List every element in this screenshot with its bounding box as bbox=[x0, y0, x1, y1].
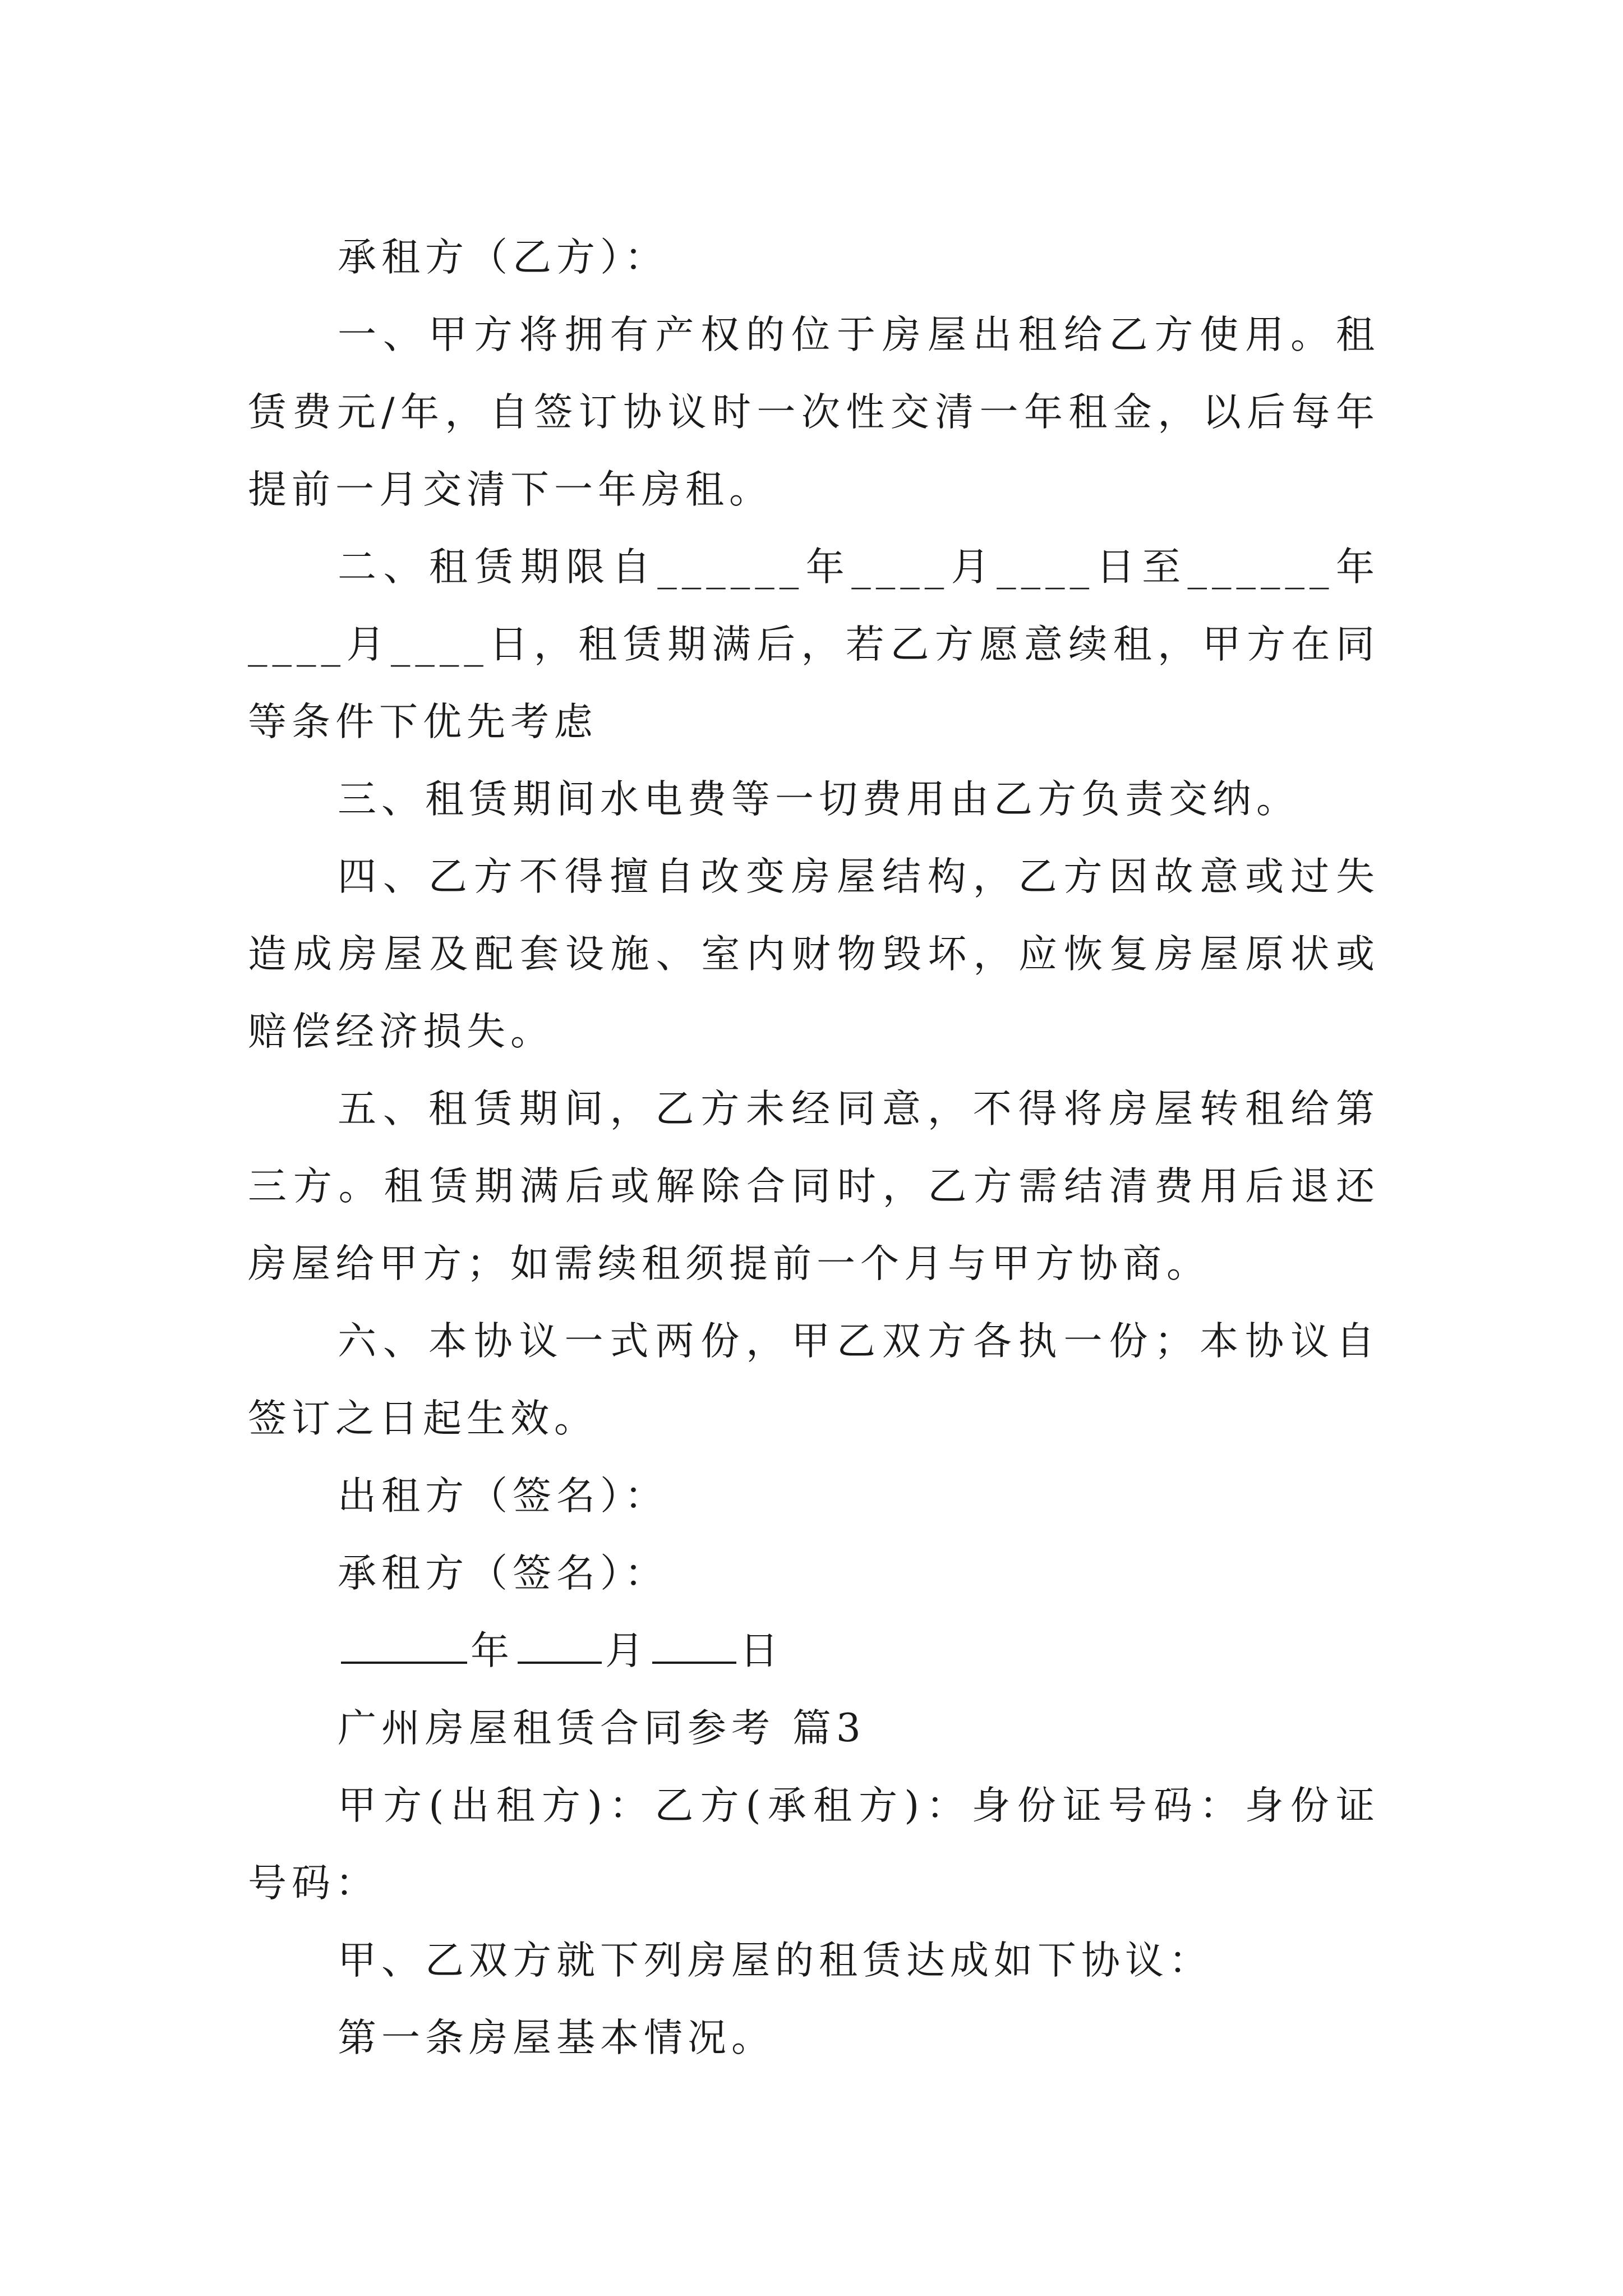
section-title: 广州房屋租赁合同参考 篇3 bbox=[338, 1706, 866, 1751]
document-page bbox=[248, 219, 1380, 2077]
paragraph-clause-5: 五、租赁期间，乙方未经同意，不得将房屋转租给第三方。租赁期满后或解除合同时，乙方需结清费用后退还房屋给甲方；如需续租须提前一个月与甲方协商。 bbox=[248, 1087, 1380, 1286]
agreement-intro: 甲、乙双方就下列房屋的租赁达成如下协议： bbox=[338, 1938, 1212, 1983]
parties-line: 甲方(出租方)：乙方(承租方)：身份证号码：身份证号码： bbox=[248, 1783, 1380, 1906]
lessor-signature-line: 出租方（签名）： bbox=[338, 1474, 668, 1519]
year-label: 年 bbox=[471, 1628, 514, 1673]
year-blank bbox=[341, 1628, 467, 1664]
paragraph-clause-3: 三、租赁期间水电费等一切费用由乙方负责交纳。 bbox=[338, 777, 1300, 822]
paragraph-lessee-header: 承租方（乙方）： bbox=[338, 235, 668, 280]
month-blank bbox=[518, 1628, 602, 1664]
paragraph-clause-2: 二、租赁期限自______年____月____日至______年____月____日，租赁期满后，若乙方愿意续租，甲方在同等条件下优先考虑 bbox=[248, 545, 1380, 744]
paragraph-clause-6: 六、本协议一式两份，甲乙双方各执一份；本协议自签订之日起生效。 bbox=[248, 1319, 1380, 1441]
date-line bbox=[248, 1612, 1380, 1690]
paragraph-clause-1: 一、甲方将拥有产权的位于房屋出租给乙方使用。租赁费元/年，自签订协议时一次性交清一年租金，以后每年提前一月交清下一年房租。 bbox=[248, 312, 1380, 512]
article-1-heading: 第一条房屋基本情况。 bbox=[338, 2016, 775, 2060]
lessee-signature-line: 承租方（签名）： bbox=[338, 1551, 668, 1596]
paragraph-clause-4: 四、乙方不得擅自改变房屋结构，乙方因故意或过失造成房屋及配套设施、室内财物毁坏，应恢复房屋原状或赔偿经济损失。 bbox=[248, 854, 1380, 1054]
day-blank bbox=[652, 1628, 736, 1664]
month-label: 月 bbox=[605, 1628, 649, 1673]
day-label: 日 bbox=[740, 1628, 783, 1673]
